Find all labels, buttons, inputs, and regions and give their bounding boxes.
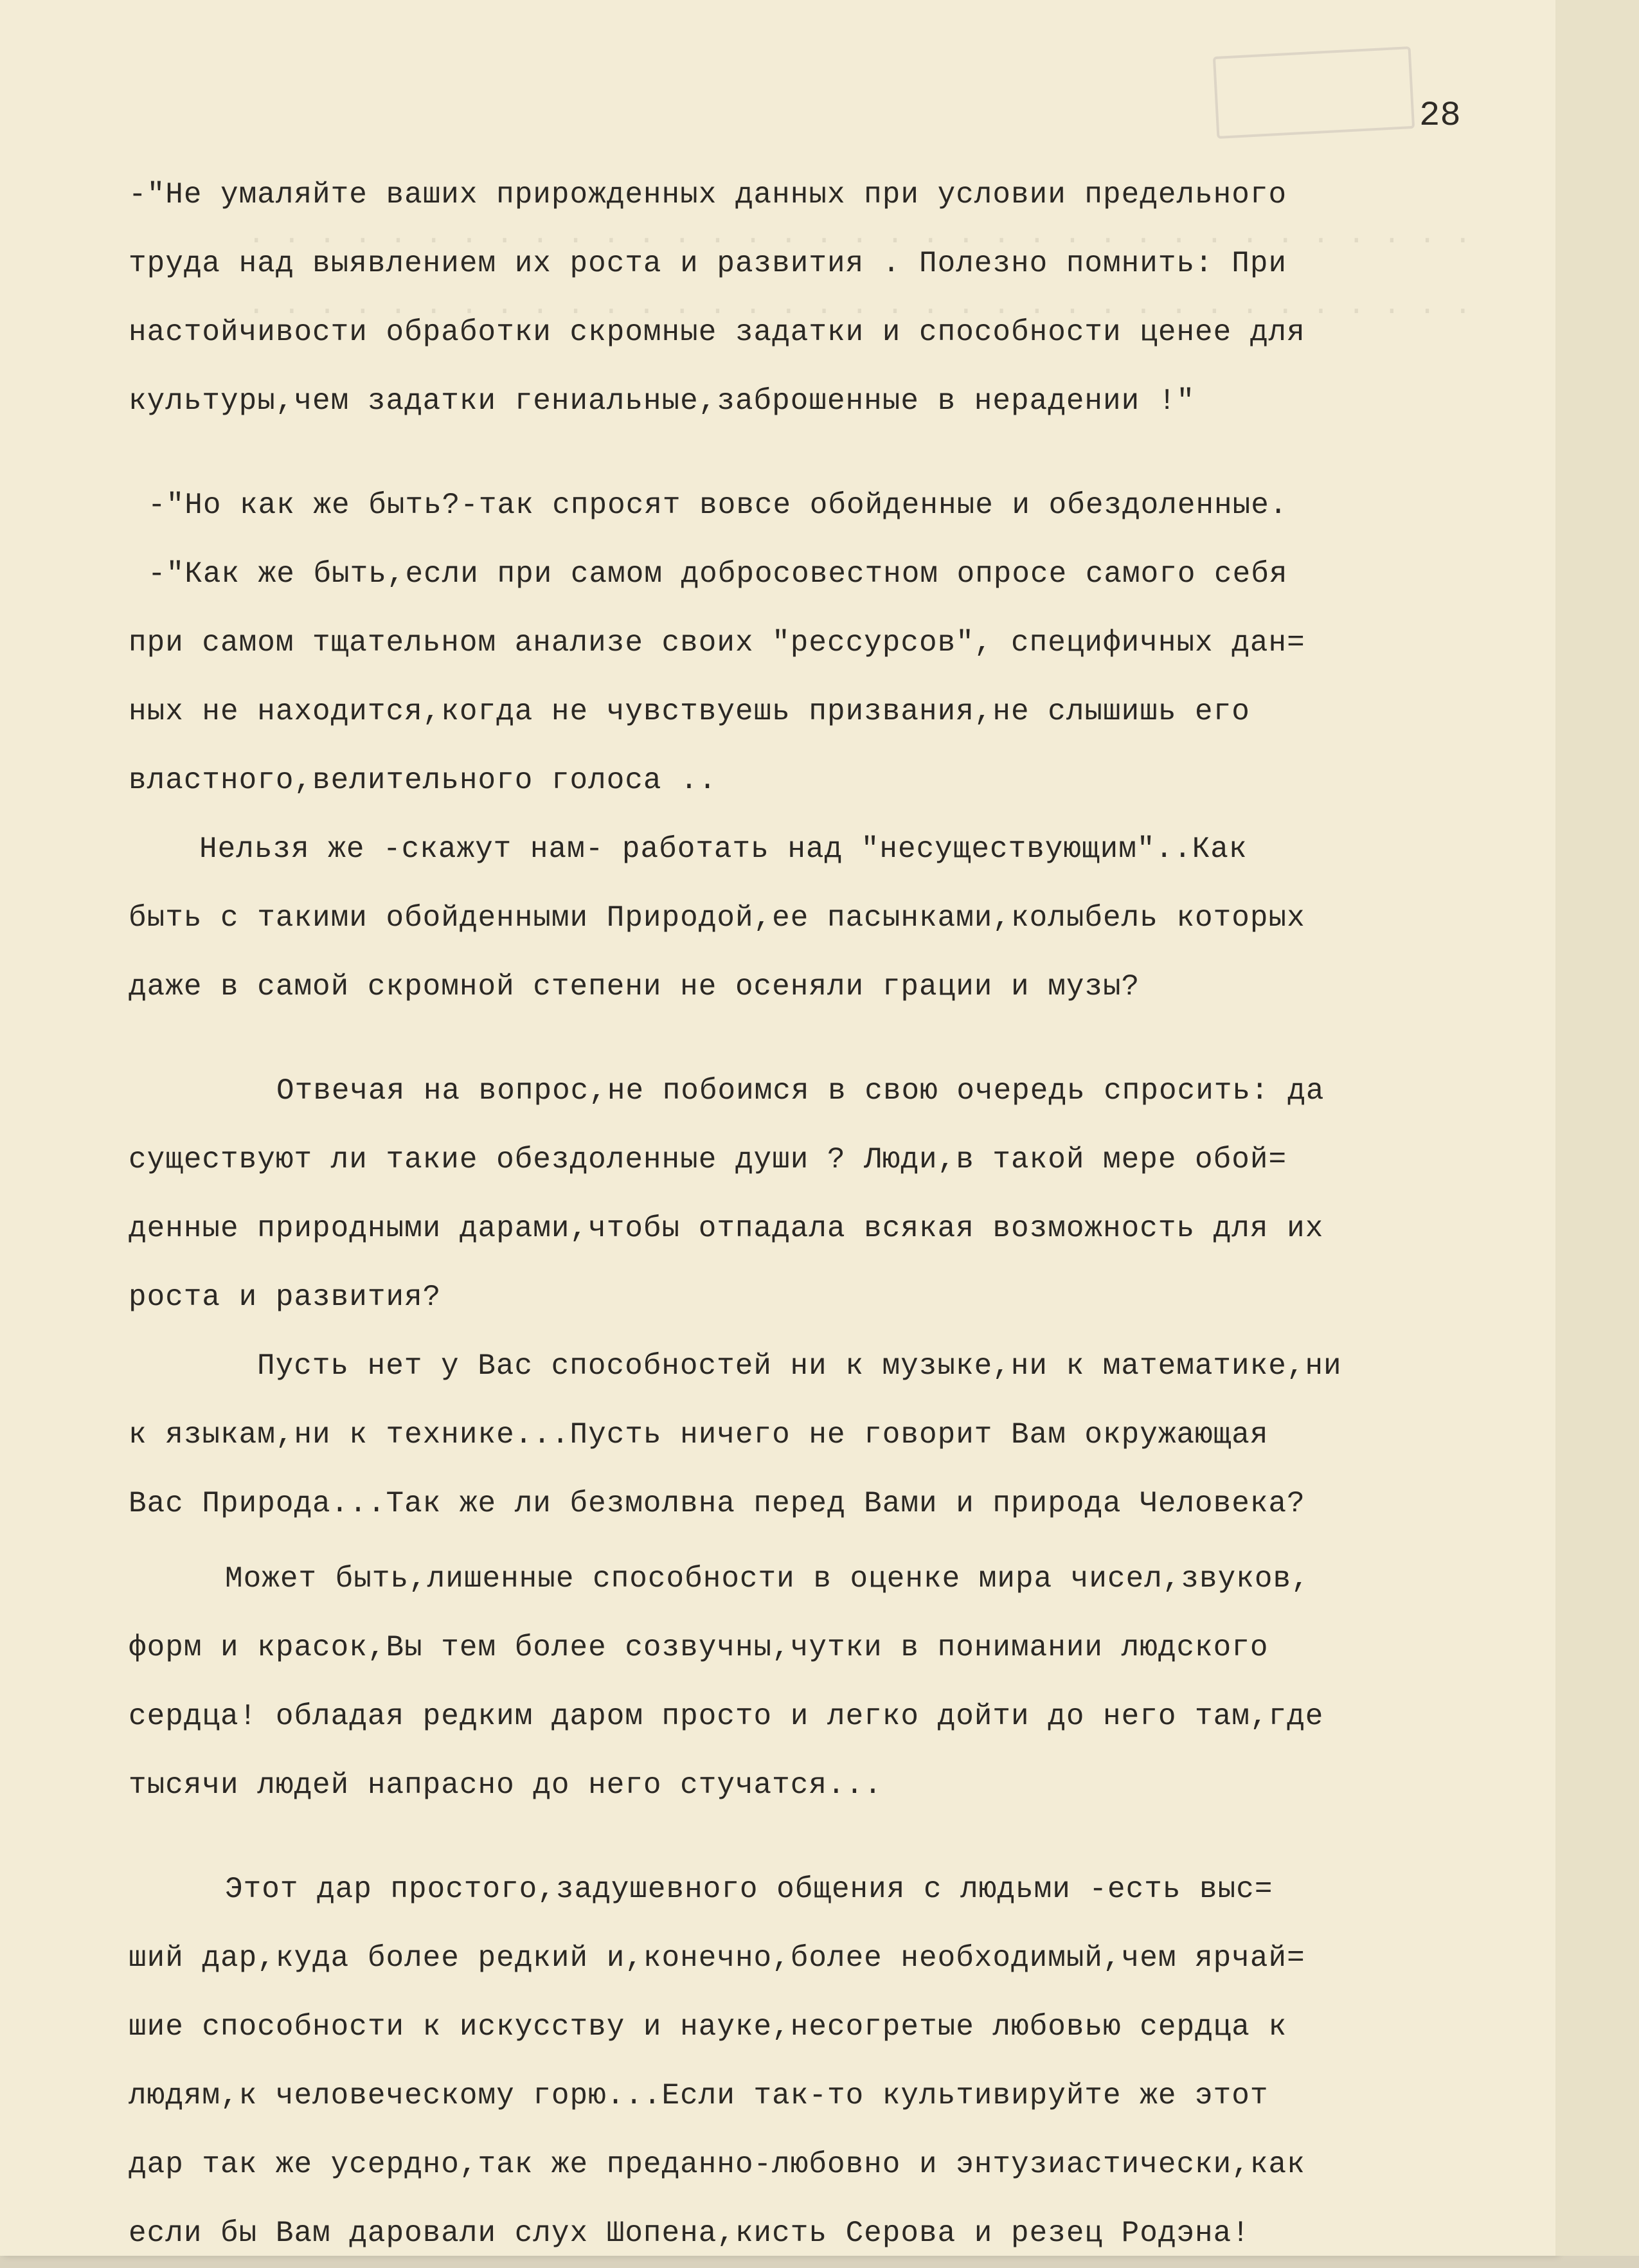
paragraph-4 [129, 1545, 1530, 1820]
text-line: Нельзя же -скажут нам- работать над "несуществующим"..Как [199, 833, 1248, 866]
text-line: Этот дар простого,задушевного общения с людьми -есть выс= [225, 1873, 1273, 1906]
text-line: настойчивости обработки скромные задатки и способности ценее для [129, 316, 1305, 349]
text-line: ший дар,куда более редкий и,конечно,более необходимый,чем ярчай= [129, 1941, 1305, 1975]
text-line: -"Не умаляйте ваших прирожденных данных при условии предельного [129, 178, 1287, 212]
text-line: людям,к человеческому горю...Если так-то культивируйте же этот [129, 2079, 1269, 2112]
text-line: дар так же усердно,так же преданно-любовно и энтузиастически,как [129, 2148, 1305, 2181]
text-line: -"Как же быть,если при самом добросовестном опросе самого себя [148, 557, 1288, 591]
text-line: даже в самой скромной степени не осеняли грации и музы? [129, 970, 1140, 1004]
paragraph-3 [129, 1057, 1530, 1538]
text-line: форм и красок,Вы тем более созвучны,чутки в понимании людского [129, 1631, 1269, 1664]
page-edge-margin [1555, 0, 1639, 2256]
text-line: ных не находится,когда не чувствуешь призвания,не слышишь его [129, 695, 1250, 728]
text-line: труда над выявлением их роста и развития . Полезно помнить: При [129, 247, 1287, 280]
text-line: быть с такими обойденными Природой,ее пасынками,колыбель которых [129, 901, 1305, 935]
show-through-text: . . . . . . . . . . . . . . . . . . . . . . . . . . . . . . . . . . . . . . . . . . . . . . . . . . . . . . . . . . . . . . . . . . . . . . [247, 218, 1472, 322]
paragraph-2 [129, 471, 1530, 1022]
text-line: Пусть нет у Вас способностей ни к музыке,ни к математике,ни [257, 1349, 1342, 1383]
text-line: Вас Природа...Так же ли безмолвна перед Вами и природа Человека? [129, 1487, 1305, 1520]
text-line: шие способности к искусству и науке,несогретые любовью сердца к [129, 2010, 1287, 2044]
text-line: Может быть,лишенные способности в оценке мира чисел,звуков, [225, 1562, 1310, 1596]
text-line: при самом тщательном анализе своих "рессурсов", специфичных дан= [129, 626, 1305, 660]
page-number: 28 [1419, 96, 1461, 136]
paragraph-1 [129, 161, 1530, 436]
text-line: если бы Вам даровали слух Шопена,кисть Серова и резец Родэна! [129, 2217, 1250, 2250]
text-line: к языкам,ни к технике...Пусть ничего не говорит Вам окружающая [129, 1418, 1269, 1452]
text-line: -"Но как же быть?-так спросят вовсе обойденные и обездоленные. [148, 489, 1288, 522]
text-line: сердца! обладая редким даром просто и легко дойти до него там,где [129, 1700, 1324, 1733]
text-line: тысячи людей напрасно до него стучатся... [129, 1769, 882, 1802]
text-line: роста и развития? [129, 1281, 442, 1314]
text-line: властного,велительного голоса .. [129, 764, 717, 797]
text-line: денные природными дарами,чтобы отпадала всякая возможность для их [129, 1212, 1324, 1245]
paragraph-5 [129, 1855, 1530, 2268]
text-line: существуют ли такие обездоленные души ? Люди,в такой мере обой= [129, 1143, 1287, 1176]
text-line: Отвечая на вопрос,не побоимся в свою очередь спросить: да [276, 1074, 1325, 1108]
document-body [129, 161, 1530, 2268]
faded-archive-stamp [1213, 46, 1415, 139]
text-line: культуры,чем задатки гениальные,заброшенные в нерадении !" [129, 384, 1196, 418]
